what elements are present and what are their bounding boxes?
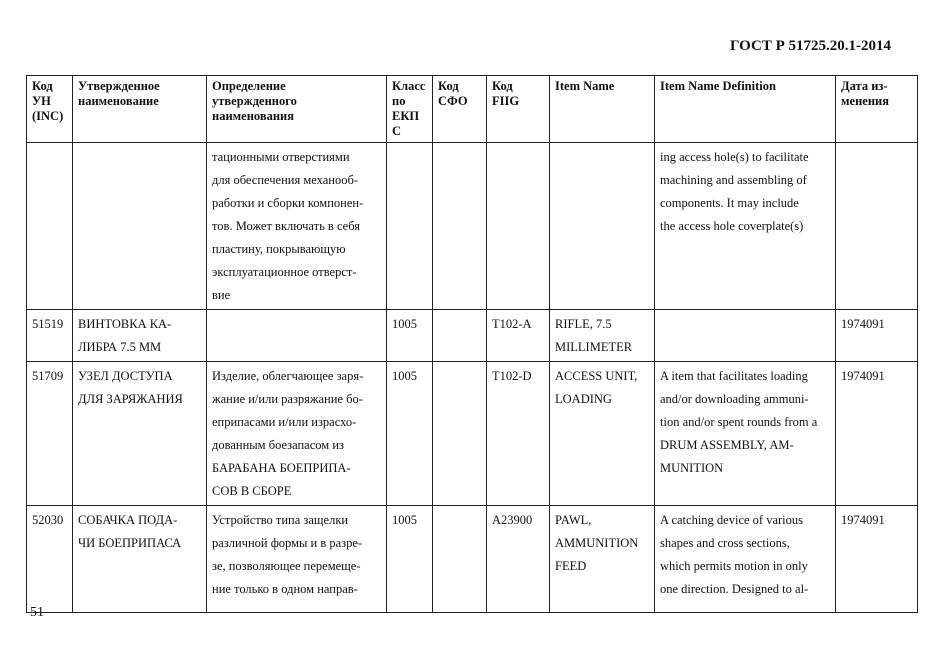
col-header-fiig: Код FIIG — [487, 76, 550, 143]
cell-name: ВИНТОВКА КА- ЛИБРА 7.5 ММ — [73, 310, 207, 362]
cell-code: 51519 — [27, 310, 73, 362]
cell-sfo — [433, 310, 487, 362]
cell-item-definition — [655, 310, 836, 362]
cell-fiig: T102-A — [487, 310, 550, 362]
cell-item-definition: A catching device of various shapes and cross sections, which permits motion in only one direction. Designed to al- — [655, 506, 836, 613]
cell-class — [387, 143, 433, 310]
cell-date — [836, 143, 918, 310]
cell-name: СОБАЧКА ПОДА- ЧИ БОЕПРИПАСА — [73, 506, 207, 613]
cell-definition: Устройство типа защелки различной формы и в разре- зе, позволяющее перемеще- ние только в одном направ- — [207, 506, 387, 613]
cell-class: 1005 — [387, 506, 433, 613]
col-header-approved-name: Утвержденное наименование — [73, 76, 207, 143]
cell-item-definition: A item that facilitates loading and/or downloading ammuni- tion and/or spent rounds from a DRUM ASSEMBLY, AM- MUNITION — [655, 362, 836, 506]
table-row — [27, 143, 918, 310]
cell-item-name — [550, 143, 655, 310]
cell-fiig: T102-D — [487, 362, 550, 506]
cell-definition — [207, 310, 387, 362]
table-row — [27, 310, 918, 362]
cell-item-definition: ing access hole(s) to facilitate machining and assembling of components. It may include the access hole coverplate(s) — [655, 143, 836, 310]
col-header-definition: Определение утвержденного наименования — [207, 76, 387, 143]
table-row — [27, 362, 918, 506]
standard-designation: ГОСТ Р 51725.20.1-2014 — [729, 38, 891, 54]
cell-name — [73, 143, 207, 310]
cell-sfo — [433, 362, 487, 506]
cell-code: 52030 — [27, 506, 73, 613]
cell-item-name: PAWL, AMMUNITION FEED — [550, 506, 655, 613]
cell-code — [27, 143, 73, 310]
cell-sfo — [433, 506, 487, 613]
cell-date: 1974091 — [836, 310, 918, 362]
cell-class: 1005 — [387, 310, 433, 362]
cell-code: 51709 — [27, 362, 73, 506]
col-header-change-date: Дата из- менения — [836, 76, 918, 143]
col-header-sfo: Код СФО — [433, 76, 487, 143]
col-header-item-name: Item Name — [550, 76, 655, 143]
table-row — [27, 506, 918, 613]
catalog-table — [26, 75, 918, 613]
col-header-class: Класс по ЕКП С — [387, 76, 433, 143]
table-header-row — [27, 76, 918, 143]
col-header-code: Код УН (INC) — [27, 76, 73, 143]
cell-definition: Изделие, облегчающее заря- жание и/или разряжание бо- еприпасами и/или израсхо- дованным боезапасом из БАРАБАНА БОЕПРИПА- СОВ В СБОРЕ — [207, 362, 387, 506]
cell-sfo — [433, 143, 487, 310]
cell-item-name: ACCESS UNIT, LOADING — [550, 362, 655, 506]
page-number: 51 — [30, 605, 44, 620]
cell-item-name: RIFLE, 7.5 MILLIMETER — [550, 310, 655, 362]
cell-name: УЗЕЛ ДОСТУПА ДЛЯ ЗАРЯЖАНИЯ — [73, 362, 207, 506]
cell-fiig — [487, 143, 550, 310]
cell-definition: тационными отверстиями для обеспечения механооб- работки и сборки компонен- тов. Может включать в себя пластину, покрывающую эксплуатационное отверст- вие — [207, 143, 387, 310]
cell-date: 1974091 — [836, 506, 918, 613]
cell-date: 1974091 — [836, 362, 918, 506]
cell-class: 1005 — [387, 362, 433, 506]
col-header-item-name-definition: Item Name Definition — [655, 76, 836, 143]
cell-fiig: A23900 — [487, 506, 550, 613]
